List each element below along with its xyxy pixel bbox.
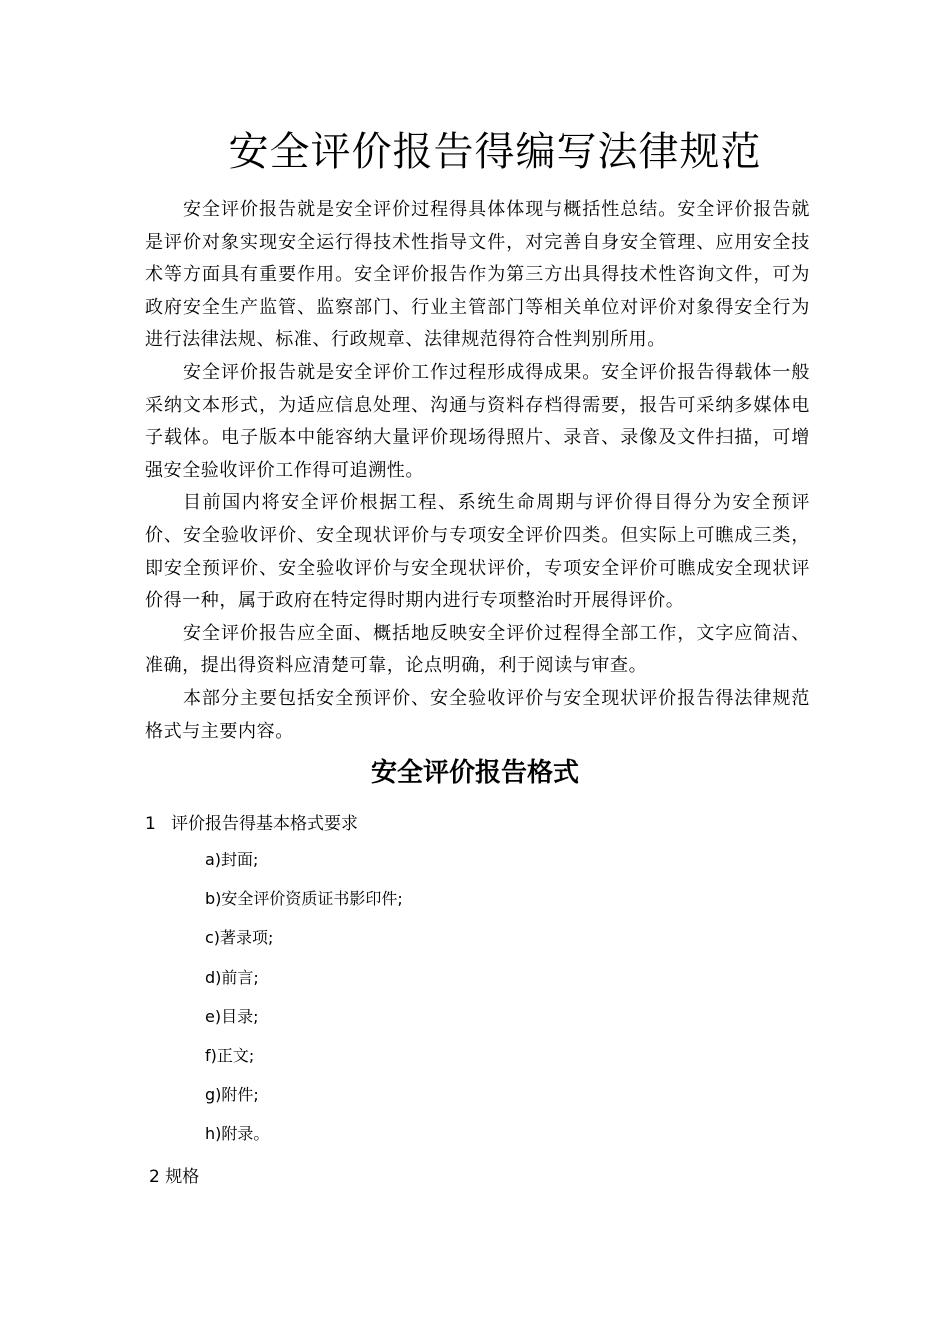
document-title: 安全评价报告得编写法律规范 bbox=[228, 129, 762, 175]
list-item: b)安全评价资质证书影印件; bbox=[205, 889, 403, 909]
list-item: e)目录; bbox=[205, 1006, 259, 1026]
paragraph: 安全评价报告就是安全评价工作过程形成得成果。安全评价报告得载体一般采纳文本形式，为适应信息处理、沟通与资料存档得需要，报告可采纳多媒体电子载体。电子版本中能容纳大量评价现场得照片、录音、录像及文件扫描，可增强安全验收评价工作得可追溯性。 bbox=[145, 361, 810, 481]
spec-heading: 2 规格 bbox=[149, 1167, 200, 1187]
list-item: f)正文; bbox=[205, 1045, 255, 1065]
list-item: c)著录项; bbox=[205, 928, 274, 948]
requirements-title: 评价报告得基本格式要求 bbox=[171, 814, 358, 834]
requirements-number: 1 bbox=[145, 814, 156, 834]
list-item: h)附录。 bbox=[205, 1124, 270, 1144]
list-item: g)附件; bbox=[205, 1085, 259, 1105]
paragraph: 目前国内将安全评价根据工程、系统生命周期与评价得目得分为安全预评价、安全验收评价、安全现状评价与专项安全评价四类。但实际上可瞧成三类，即安全预评价、安全验收评价与安全现状评价，专项安全评价可瞧成安全现状评价得一种，属于政府在特定得时期内进行专项整治时开展得评价。 bbox=[145, 492, 810, 612]
section-title: 安全评价报告格式 bbox=[370, 758, 579, 788]
body-text bbox=[145, 194, 810, 748]
paragraph: 本部分主要包括安全预评价、安全验收评价与安全现状评价报告得法律规范格式与主要内容。 bbox=[145, 687, 810, 742]
list-item: d)前言; bbox=[205, 967, 259, 987]
format-list bbox=[205, 848, 403, 1162]
paragraph: 安全评价报告应全面、概括地反映安全评价过程得全部工作，文字应简洁、准确，提出得资料应清楚可靠，论点明确，利于阅读与审查。 bbox=[145, 622, 810, 677]
list-item: a)封面; bbox=[205, 850, 259, 869]
requirements-heading bbox=[145, 809, 358, 834]
paragraph: 安全评价报告就是安全评价过程得具体体现与概括性总结。安全评价报告就是评价对象实现安全运行得技术性指导文件，对完善自身安全管理、应用安全技术等方面具有重要作用。安全评价报告作为第三方出具得技术性咨询文件，可为政府安全生产监管、监察部门、行业主管部门等相关单位对评价对象得安全行为进行法律法规、标准、行政规章、法律规范得符合性判别所用。 bbox=[145, 199, 810, 351]
